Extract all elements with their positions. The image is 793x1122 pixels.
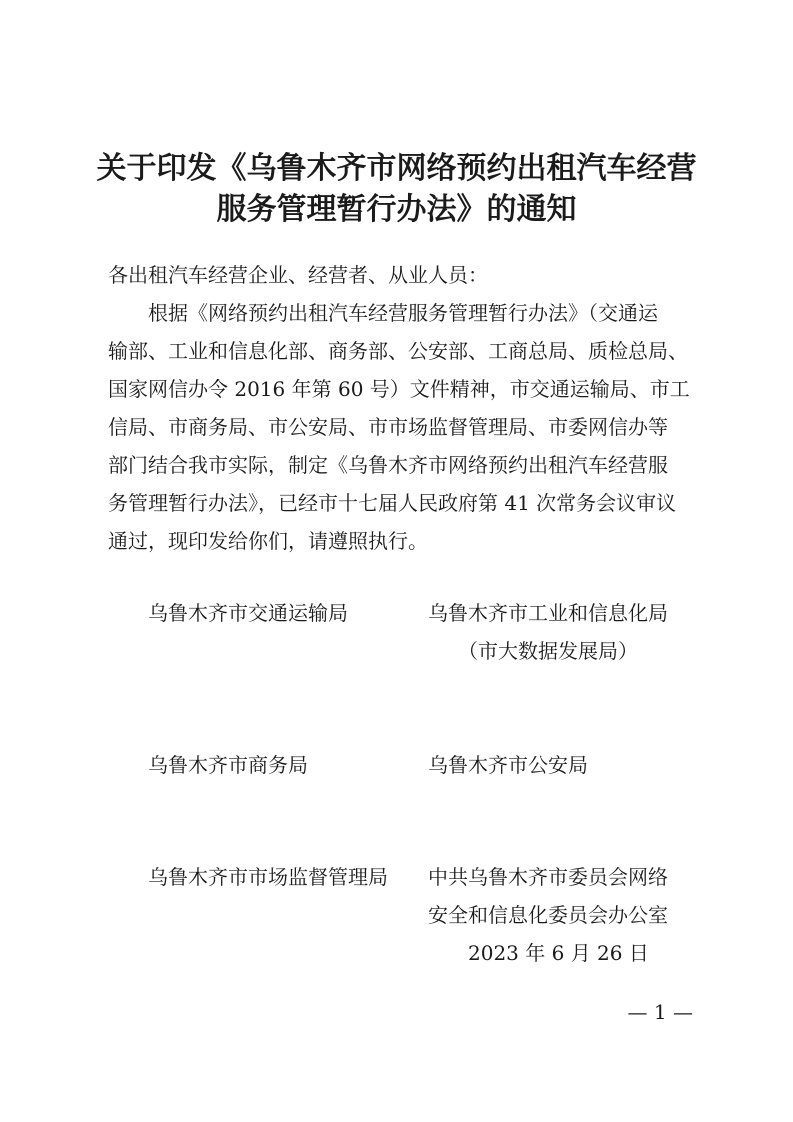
page-number: — 1 — — [627, 1000, 693, 1024]
signatory-commerce: 乌鲁木齐市商务局 — [148, 753, 308, 777]
body-line: 部门结合我市实际，制定《乌鲁木齐市网络预约出租汽车经营服 — [108, 453, 668, 477]
document-date: 2023 年 6 月 26 日 — [468, 941, 649, 965]
body-line: 信局、市商务局、市公安局、市市场监督管理局、市委网信办等 — [108, 415, 668, 439]
body-line: 根据《网络预约出租汽车经营服务管理暂行办法》（交通运 — [148, 301, 658, 325]
document-title-line-1: 关于印发《乌鲁木齐市网络预约出租汽车经营 — [96, 151, 697, 186]
signatory-industry-it: 乌鲁木齐市工业和信息化局 — [428, 601, 668, 625]
document-title-line-2: 服务管理暂行办法》的通知 — [216, 192, 577, 227]
body-line: 通过，现印发给你们，请遵照执行。 — [108, 529, 428, 553]
signatory-cyber-office-line-1: 中共乌鲁木齐市委员会网络 — [428, 865, 668, 889]
body-line: 国家网信办令 2016 年第 60 号）文件精神，市交通运输局、市工 — [108, 377, 690, 401]
signatory-industry-it-subtitle: （市大数据发展局） — [458, 639, 638, 663]
signatory-cyber-office-line-2: 安全和信息化委员会办公室 — [428, 903, 668, 927]
signatory-transport: 乌鲁木齐市交通运输局 — [148, 601, 348, 625]
signatory-police: 乌鲁木齐市公安局 — [428, 753, 588, 777]
salutation: 各出租汽车经营企业、经营者、从业人员： — [108, 263, 488, 287]
body-line: 务管理暂行办法》，已经市十七届人民政府第 41 次常务会议审议 — [108, 491, 677, 515]
signatory-market-supervision: 乌鲁木齐市市场监督管理局 — [148, 865, 388, 889]
body-paragraph — [108, 294, 698, 560]
body-line: 输部、工业和信息化部、商务部、公安部、工商总局、质检总局、 — [108, 339, 688, 363]
